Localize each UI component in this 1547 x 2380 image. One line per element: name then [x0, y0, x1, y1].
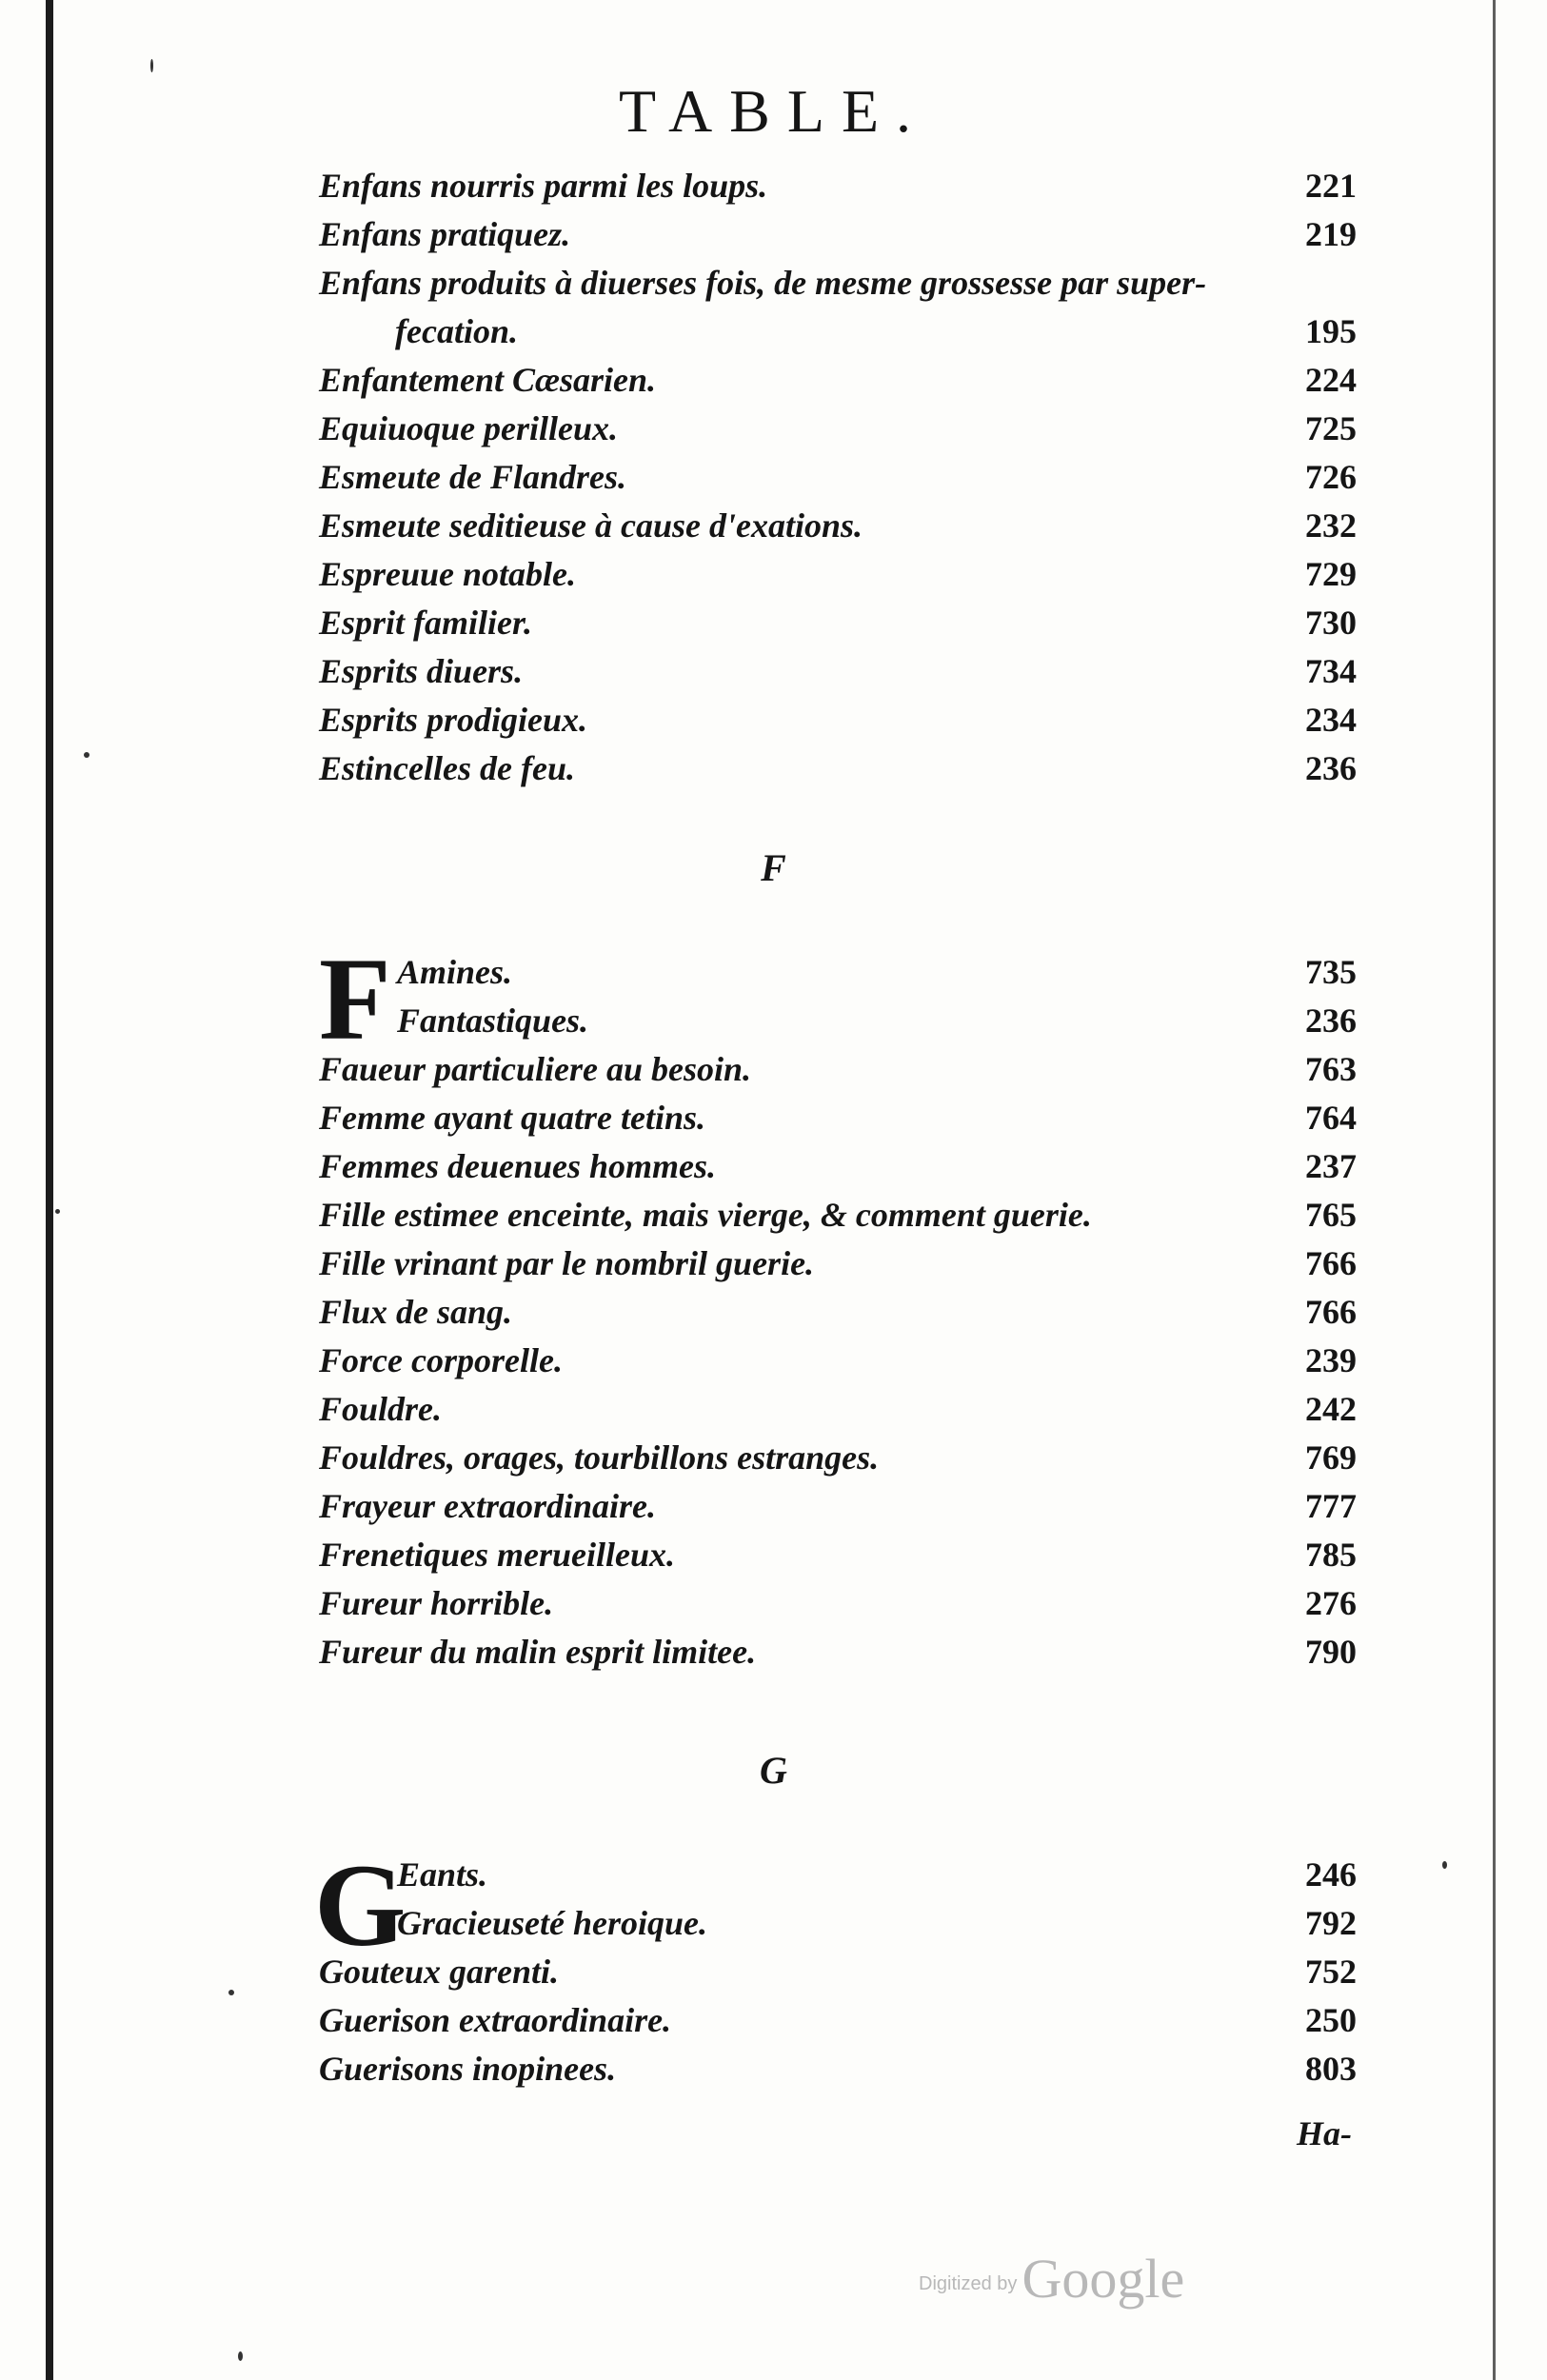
index-entry: Enfantement Cæsarien. 224: [319, 361, 1357, 399]
index-entry: Fureur du malin esprit limitee. 790: [319, 1633, 1357, 1671]
google-logo: Google: [1021, 2248, 1185, 2310]
index-entry: Fouldres, orages, tourbillons estranges. 769: [319, 1438, 1357, 1477]
index-entry: Faueur particuliere au besoin. 763: [319, 1050, 1357, 1088]
page-right-edge: [1493, 0, 1496, 2380]
section-f-entries: [319, 948, 1357, 1676]
index-entry: Force corporelle. 239: [319, 1341, 1357, 1379]
drop-cap-f: F: [319, 934, 391, 1064]
section-g-entries: [319, 1851, 1357, 2093]
section-e-entries: [319, 162, 1357, 793]
index-entry: Enfans pratiquez. 219: [319, 215, 1357, 253]
scan-speck: [55, 1209, 60, 1214]
index-entry: Femme ayant quatre tetins. 764: [319, 1099, 1357, 1137]
scan-speck: [84, 752, 89, 758]
index-entry: Fille estimee enceinte, mais vierge, & comment guerie. 765: [319, 1196, 1357, 1234]
scan-speck: [150, 59, 153, 72]
index-entry: Enfans produits à diuerses fois, de mesme grossesse par super-: [319, 264, 1207, 302]
index-entry: Estincelles de feu. 236: [319, 749, 1357, 787]
index-entry: Gracieuseté heroique. 792: [397, 1904, 1357, 1942]
index-entry: Fouldre. 242: [319, 1390, 1357, 1428]
index-entry: Esprit familier. 730: [319, 604, 1357, 642]
index-entry: Eants. 246: [397, 1855, 1357, 1894]
index-entry: Equiuoque perilleux. 725: [319, 409, 1357, 447]
watermark-prefix: Digitized by: [919, 2273, 1018, 2294]
index-entry: Fantastiques. 236: [397, 1002, 1357, 1040]
index-entry: Esmeute de Flandres. 726: [319, 458, 1357, 496]
index-entry: Guerisons inopinees. 803: [319, 2050, 1357, 2088]
index-entry-continuation: fecation. 195: [395, 312, 1357, 350]
index-entry: Espreuue notable. 729: [319, 555, 1357, 593]
index-entry: Frenetiques merueilleux. 785: [319, 1536, 1357, 1574]
section-letter-f: F: [761, 846, 786, 889]
page-binding-edge: [46, 0, 53, 2380]
index-entry: Esmeute seditieuse à cause d'exations. 232: [319, 506, 1357, 545]
index-entry: Fureur horrible. 276: [319, 1584, 1357, 1622]
index-entry: Esprits prodigieux. 234: [319, 701, 1357, 739]
drop-cap-g: G: [314, 1840, 407, 1971]
index-entry: Fille vrinant par le nombril guerie. 766: [319, 1244, 1357, 1282]
index-entry: Enfans nourris parmi les loups. 221: [319, 167, 1357, 205]
page-title: TABLE.: [618, 77, 929, 145]
index-entry: Flux de sang. 766: [319, 1293, 1357, 1331]
scan-speck: [228, 1990, 234, 1995]
index-entry: Esprits diuers. 734: [319, 652, 1357, 690]
digitized-watermark: [919, 2247, 1184, 2311]
index-entry: Frayeur extraordinaire. 777: [319, 1487, 1357, 1525]
index-entry: Guerison extraordinaire. 250: [319, 2001, 1357, 2039]
catchword: Ha-: [1297, 2114, 1352, 2152]
section-letter-g: G: [760, 1749, 787, 1792]
scan-speck: [1442, 1861, 1447, 1869]
index-entry: Femmes deuenues hommes. 237: [319, 1147, 1357, 1185]
index-entry: Gouteux garenti. 752: [319, 1953, 1357, 1991]
scan-speck: [238, 2351, 243, 2361]
index-entry: Amines. 735: [397, 953, 1357, 991]
